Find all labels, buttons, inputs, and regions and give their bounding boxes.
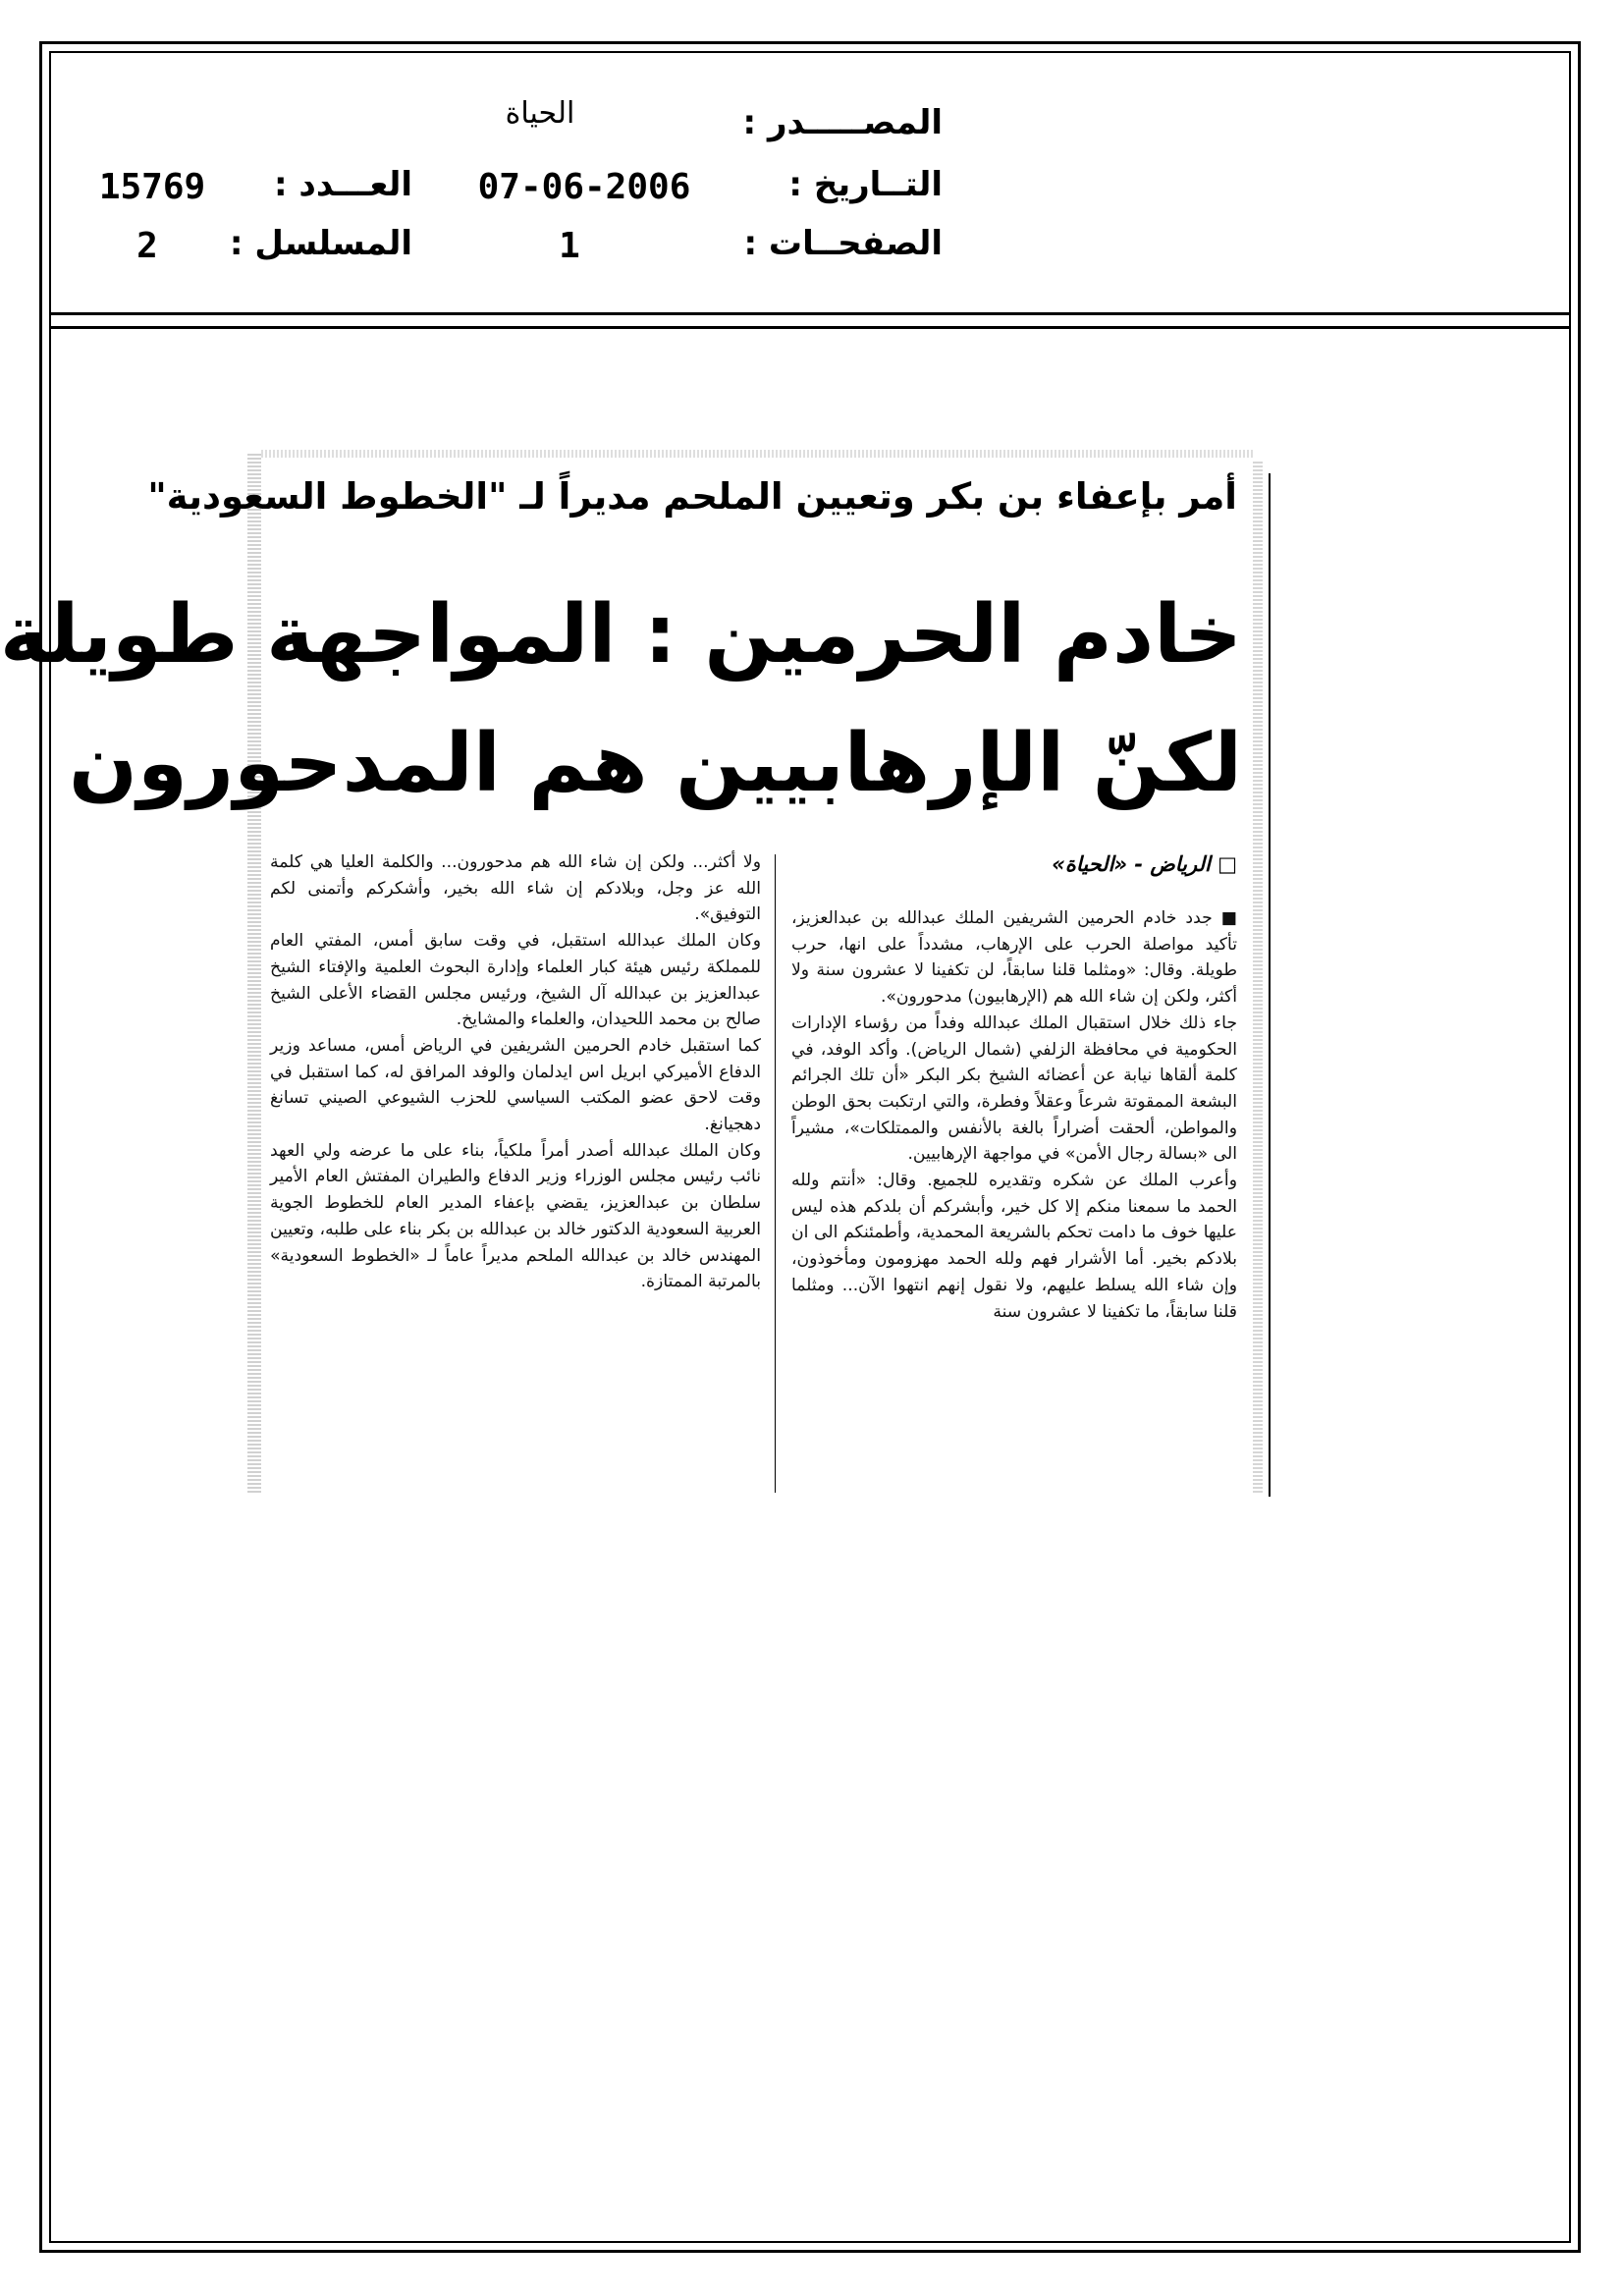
source-value: الحياة — [505, 96, 575, 131]
pages-label: الصفحــات : — [743, 224, 943, 263]
paragraph: ولا أكثر... ولكن إن شاء الله هم مدحورون... والكلمة العليا هي كلمة الله عز وجل، وبلادكم إن شاء الله بخير، وأشكركم وأتمنى لكم التوفيق». — [270, 852, 761, 925]
article-column-left — [270, 849, 761, 1295]
article-column-right — [791, 905, 1237, 1325]
header-divider-double — [49, 326, 1571, 329]
paragraph: ■ جدد خادم الحرمين الشريفين الملك عبدالله بن عبدالعزيز، تأكيد مواصلة الحرب على الإرهاب، مشدداً على انها، حرب طويلة. وقال: «ومثلما قلنا سابقاً، لن تكفينا لا عشرون سنة ولا أكثر، ولكن إن شاء الله هم (الإرهابيون) مدحورون». — [791, 908, 1237, 1008]
paragraph: وكان الملك عبدالله أصدر أمراً ملكياً، بناء على ما عرضه ولي العهد نائب رئيس مجلس الوزراء وزير الدفاع والطيران المفتش العام الأمير سلطان بن عبدالعزيز، يقضي بإعفاء المدير العام للخطوط الجوية العربية السعودية الدكتور خالد بن عبدالله بن بكر بناء على طلبه، وتعيين المهندس خالد بن عبدالله الملحم مديراً عاماً لـ «الخطوط السعودية» بالمرتبة الممتازة. — [270, 1140, 761, 1292]
paragraph: جاء ذلك خلال استقبال الملك عبدالله وفداً من رؤساء الإدارات الحكومية في محافظة الزلفي (شمال الرياض). وأكد الوفد، في كلمة ألقاها نيابة عن أعضائه الشيخ بكر البكر «أن تلك الجرائم البشعة الممقوتة شرعاً وعقلاً وفطرة، والتي ارتكبت بحق الوطن والمواطن، ألحقت أضراراً بالغة بالأنفس والممتلكات»، مشيراً الى «بسالة رجال الأمن» في مواجهة الإرهابيين. — [791, 1012, 1237, 1165]
clipping-scan-edge-right — [1253, 462, 1263, 1493]
pages-value: 1 — [559, 226, 580, 266]
issue-label: العـــدد : — [274, 165, 412, 204]
serial-label: المسلسل : — [229, 224, 412, 263]
article-dateline: □ الرياض - «الحياة» — [1052, 852, 1237, 876]
clipping-scan-edge-top — [261, 450, 1253, 458]
serial-value: 2 — [136, 226, 158, 266]
header-divider — [49, 312, 1571, 315]
source-label: المصـــــدر : — [742, 103, 943, 142]
paragraph: كما استقبل خادم الحرمين الشريفين في الرياض أمس، مساعد وزير الدفاع الأميركي ابريل اس ايدلمان والوفد المرافق له، كما استقبل في وقت لاحق عضو المكتب السياسي للحزب الشيوعي الصيني تسانغ دهجيانغ. — [270, 1035, 761, 1135]
clipping-right-rule — [1269, 473, 1271, 1497]
issue-value: 15769 — [98, 167, 206, 207]
date-value: 07-06-2006 — [477, 167, 691, 207]
article-kicker: أمر بإعفاء بن بكر وتعيين الملحم مديراً لـ "الخطوط السعودية" — [147, 475, 1237, 518]
article-headline-line1: خادم الحرمين : المواجهة طويلة — [0, 588, 1242, 682]
date-label: التــاريخ : — [788, 165, 943, 204]
column-divider — [775, 854, 776, 1493]
article-headline-line2: لكنّ الإرهابيين هم المدحورون — [68, 717, 1242, 810]
paragraph: وأعرب الملك عن شكره وتقديره للجميع. وقال: «أنتم ولله الحمد ما سمعنا منكم إلا كل خير، وأبشركم أن بلدكم هذه ليس عليها خوف ما دامت تحكم بالشريعة المحمدية، وأطمئنكم الى ان بلادكم بخير. أما الأشرار فهم ولله الحمد مهزومون ومأخوذون، وإن شاء الله يسلط عليهم، ولا نقول إنهم انتهوا الآن... ومثلما قلنا سابقاً، ما تكفينا لا عشرون سنة — [791, 1171, 1237, 1322]
paragraph: وكان الملك عبدالله استقبل، في وقت سابق أمس، المفتي العام للمملكة رئيس هيئة كبار العلماء وإدارة البحوث العلمية والإفتاء الشيخ عبدالعزيز بن عبدالله آل الشيخ، ورئيس مجلس القضاء الأعلى الشيخ صالح بن محمد اللحيدان، والعلماء والمشايخ. — [270, 931, 761, 1030]
